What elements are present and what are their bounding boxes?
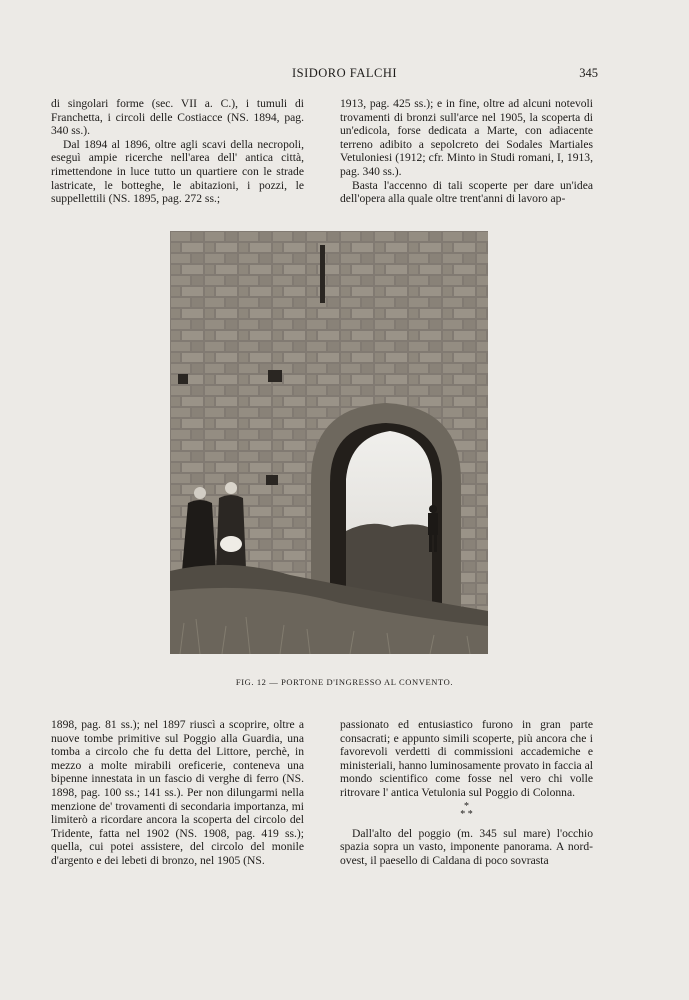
paragraph: passionato ed entusiastico furono in gran parte consacrati; e appunto simili scoperte, più ancora che i favorevoli verdetti di commissioni accademiche e ministeriali, hanno luminosamente provato in faccia al mondo scientifico come fosse nel vero chi volle ritrovare l' antica Vetulonia sul Poggio di Colonna. bbox=[340, 718, 593, 799]
top-right-column bbox=[340, 97, 593, 206]
page-number: 345 bbox=[579, 66, 598, 80]
bottom-left-column bbox=[51, 718, 304, 868]
photo-portone-convento bbox=[170, 231, 488, 654]
figure-photo bbox=[170, 231, 488, 654]
paragraph: 1898, pag. 81 ss.); nel 1897 riuscì a scoprire, oltre a nuove tombe primitive sul Poggio alla Guardia, una tomba a circolo che fu detta del Littore, perchè, in mezzo a molte mirabili oreficerie, conteneva una bipenne innestata in un fascio di verghe di ferro (NS. 1898, pag. 100 ss.; 141 ss.). Per non dilungarmi nella menzione de' trovamenti di secondaria importanza, mi limiterò a ricordare ancora la scoperta del circolo del Tridente, fatta nel 1902 (NS. 1908, pag. 419 ss.); quella, cui potei assistere, del circolo del monile d'argento e dei lebeti di bronzo, nel 1905 (NS. bbox=[51, 718, 304, 867]
running-header: ISIDORO FALCHI bbox=[291, 66, 398, 80]
top-left-column bbox=[51, 97, 304, 206]
bottom-right-column bbox=[340, 718, 593, 867]
paragraph: Dal 1894 al 1896, oltre agli scavi della necropoli, eseguì ampie ricerche nell'area dell' antica città, rimettendone in luce tutto un quartiere con le strade lastricate, le botteghe, le abitazioni, i pozzi, le suppellettili (NS. 1895, pag. 272 ss.; bbox=[51, 137, 304, 206]
figure-caption: FIG. 12 — PORTONE D'INGRESSO AL CONVENTO. bbox=[235, 677, 454, 687]
asterism-divider: * * * bbox=[460, 800, 473, 820]
paragraph: 1913, pag. 425 ss.); e in fine, oltre ad alcuni notevoli trovamenti di bronzi sull'arce nel 1905, la scoperta di un'edicola, forse dedicata a Marte, con adiacente terreno adibito a sepolcreto dei Sodales Martiales Vetuloniesi (1912; cfr. Minto in Studi romani, I, 1913, pag. 340 ss.). bbox=[340, 97, 593, 178]
paragraph: di singolari forme (sec. VII a. C.), i tumuli di Franchetta, i circoli delle Costiacce (NS. 1894, pag. 340 ss.). bbox=[51, 97, 304, 138]
paragraph: Dall'alto del poggio (m. 345 sul mare) l'occhio spazia sopra un vasto, imponente panorama. A nord-ovest, il paesello di Caldana di poco sovrasta bbox=[340, 826, 593, 867]
paragraph: Basta l'accenno di tali scoperte per dare un'idea dell'opera alla quale oltre trent'anni di lavoro ap- bbox=[340, 178, 593, 206]
